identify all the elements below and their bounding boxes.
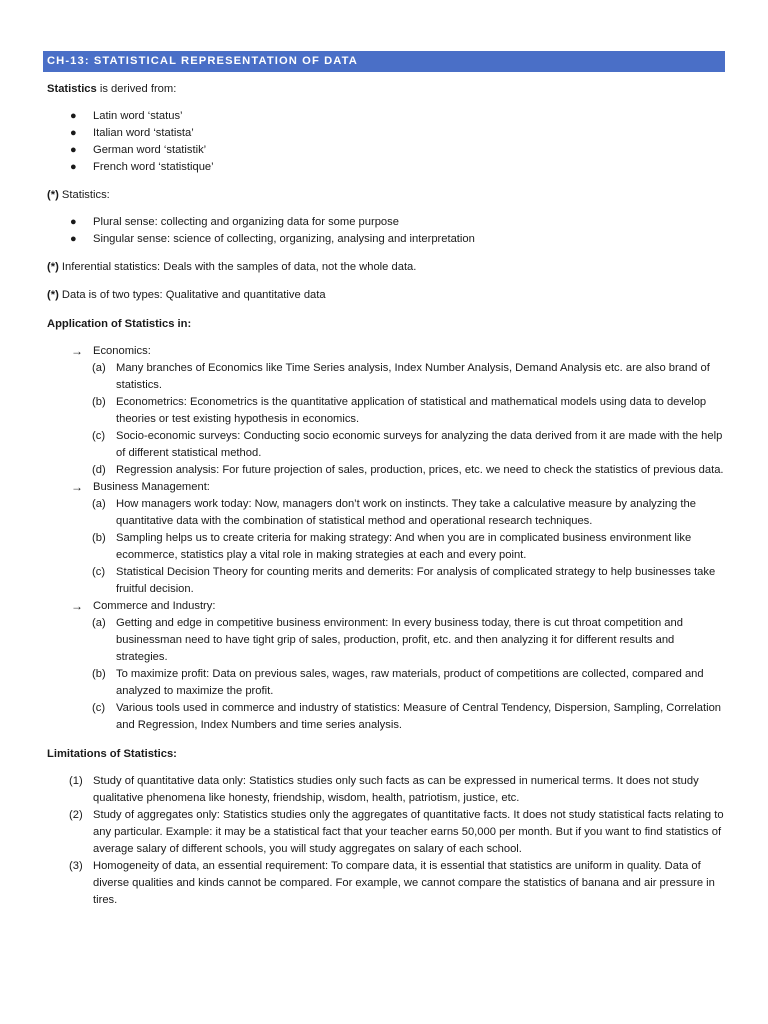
list-item: (3) Homogeneity of data, an essential requirement: To compare data, it is essential that statistics are uniform in quality. Data of diverse qualities and kinds cannot be compared. For example, we cannot compare the statistics of banana and air pressure in tires. — [69, 860, 715, 906]
list-item: (2) Study of aggregates only: Statistics studies only the aggregates of quantitative facts. It does not study statistical facts relating to any particular. Example: it may be a statistical fact that your teacher earns 50,000 per month. But if you want to find statistics of average salary of different schools, you will study aggregates on salary of each school. — [69, 809, 724, 855]
arrow-right-icon: → — [71, 599, 83, 613]
list-item: (1) Study of quantitative data only: Statistics studies only such facts as can be expressed in numerical terms. It does not study qualitative phenomena like honesty, friendship, wisdom, health, patriotism, justice, etc. — [69, 775, 699, 804]
intro-rest: is derived from: — [96, 83, 177, 95]
list-item: ● Latin word ‘status’ — [47, 108, 725, 125]
list-item: (a) How managers work today: Now, managers don’t work on instincts. They take a calculative measure by analyzing the quantitative data with the combination of statistical method and operational research techniques. — [92, 498, 696, 527]
bullet-icon: ● — [70, 161, 77, 173]
list-item: (d) Regression analysis: For future projection of sales, production, prices, etc. we need to check the statistics of previous data. — [92, 464, 724, 476]
statistics-note: (*) Statistics: — [47, 189, 110, 201]
bullet-icon: ● — [70, 233, 77, 245]
list-item: (c) Various tools used in commerce and industry of statistics: Measure of Central Tendency, Dispersion, Sampling, Correlation and Regression, Index Numbers and time series analysis. — [92, 702, 722, 731]
list-item: ● Italian word ‘statista’ — [47, 125, 725, 142]
document-page — [47, 51, 725, 909]
arrow-right-icon: → — [71, 344, 83, 358]
list-item: (c) Socio-economic surveys: Conducting socio economic surveys for analyzing the data derived from it are made with the help of different statistical method. — [92, 430, 723, 459]
inferential-note: (*) Inferential statistics: Deals with the samples of data, not the whole data. — [47, 261, 417, 273]
intro-bold: Statistics — [47, 83, 97, 95]
origins-list — [47, 108, 725, 176]
list-item: ● German word ‘statistik’ — [47, 142, 725, 159]
section-economics: → Economics: — [71, 344, 151, 358]
bullet-icon: ● — [70, 144, 77, 156]
bullet-icon: ● — [70, 216, 77, 228]
arrow-right-icon: → — [71, 480, 83, 494]
application-heading: Application of Statistics in: — [47, 318, 192, 330]
list-item: ● Plural sense: collecting and organizing data for some purpose — [47, 214, 725, 231]
limitations-heading: Limitations of Statistics: — [47, 748, 177, 760]
list-item: ● Singular sense: science of collecting, organizing, analysing and interpretation — [47, 231, 725, 248]
list-item: (b) Econometrics: Econometrics is the quantitative application of statistical and mathematical models using data to develop theories or test existing hypothesis in economics. — [92, 396, 707, 425]
senses-list — [47, 214, 725, 248]
list-item: ● French word ‘statistique’ — [47, 159, 725, 176]
bullet-icon: ● — [70, 110, 77, 122]
chapter-title: CH-13: STATISTICAL REPRESENTATION OF DATA — [43, 51, 725, 72]
intro-line — [47, 81, 725, 98]
bullet-icon: ● — [70, 127, 77, 139]
section-commerce-industry: → Commerce and Industry: — [71, 599, 216, 613]
list-item: (a) Getting and edge in competitive business environment: In every business today, there is cut throat competition and businessman need to have tight grip of sales, production, profit, etc. and then analyzing it for different results and strategies. — [92, 617, 683, 663]
data-types-note: (*) Data is of two types: Qualitative and quantitative data — [47, 289, 326, 301]
section-business-management: → Business Management: — [71, 480, 210, 494]
list-item: (a) Many branches of Economics like Time Series analysis, Index Number Analysis, Demand Analysis etc. are also brand of statistics. — [92, 362, 710, 391]
list-item: (b) Sampling helps us to create criteria for making strategy: And when you are in complicated business environment like ecommerce, statistics play a vital role in making strategies at each and every point. — [92, 532, 692, 561]
list-item: (b) To maximize profit: Data on previous sales, wages, raw materials, product of competitions are collected, compared and analyzed to maximize the profit. — [92, 668, 704, 697]
list-item: (c) Statistical Decision Theory for counting merits and demerits: For analysis of complicated strategy to help businesses take fruitful decision. — [92, 566, 716, 595]
